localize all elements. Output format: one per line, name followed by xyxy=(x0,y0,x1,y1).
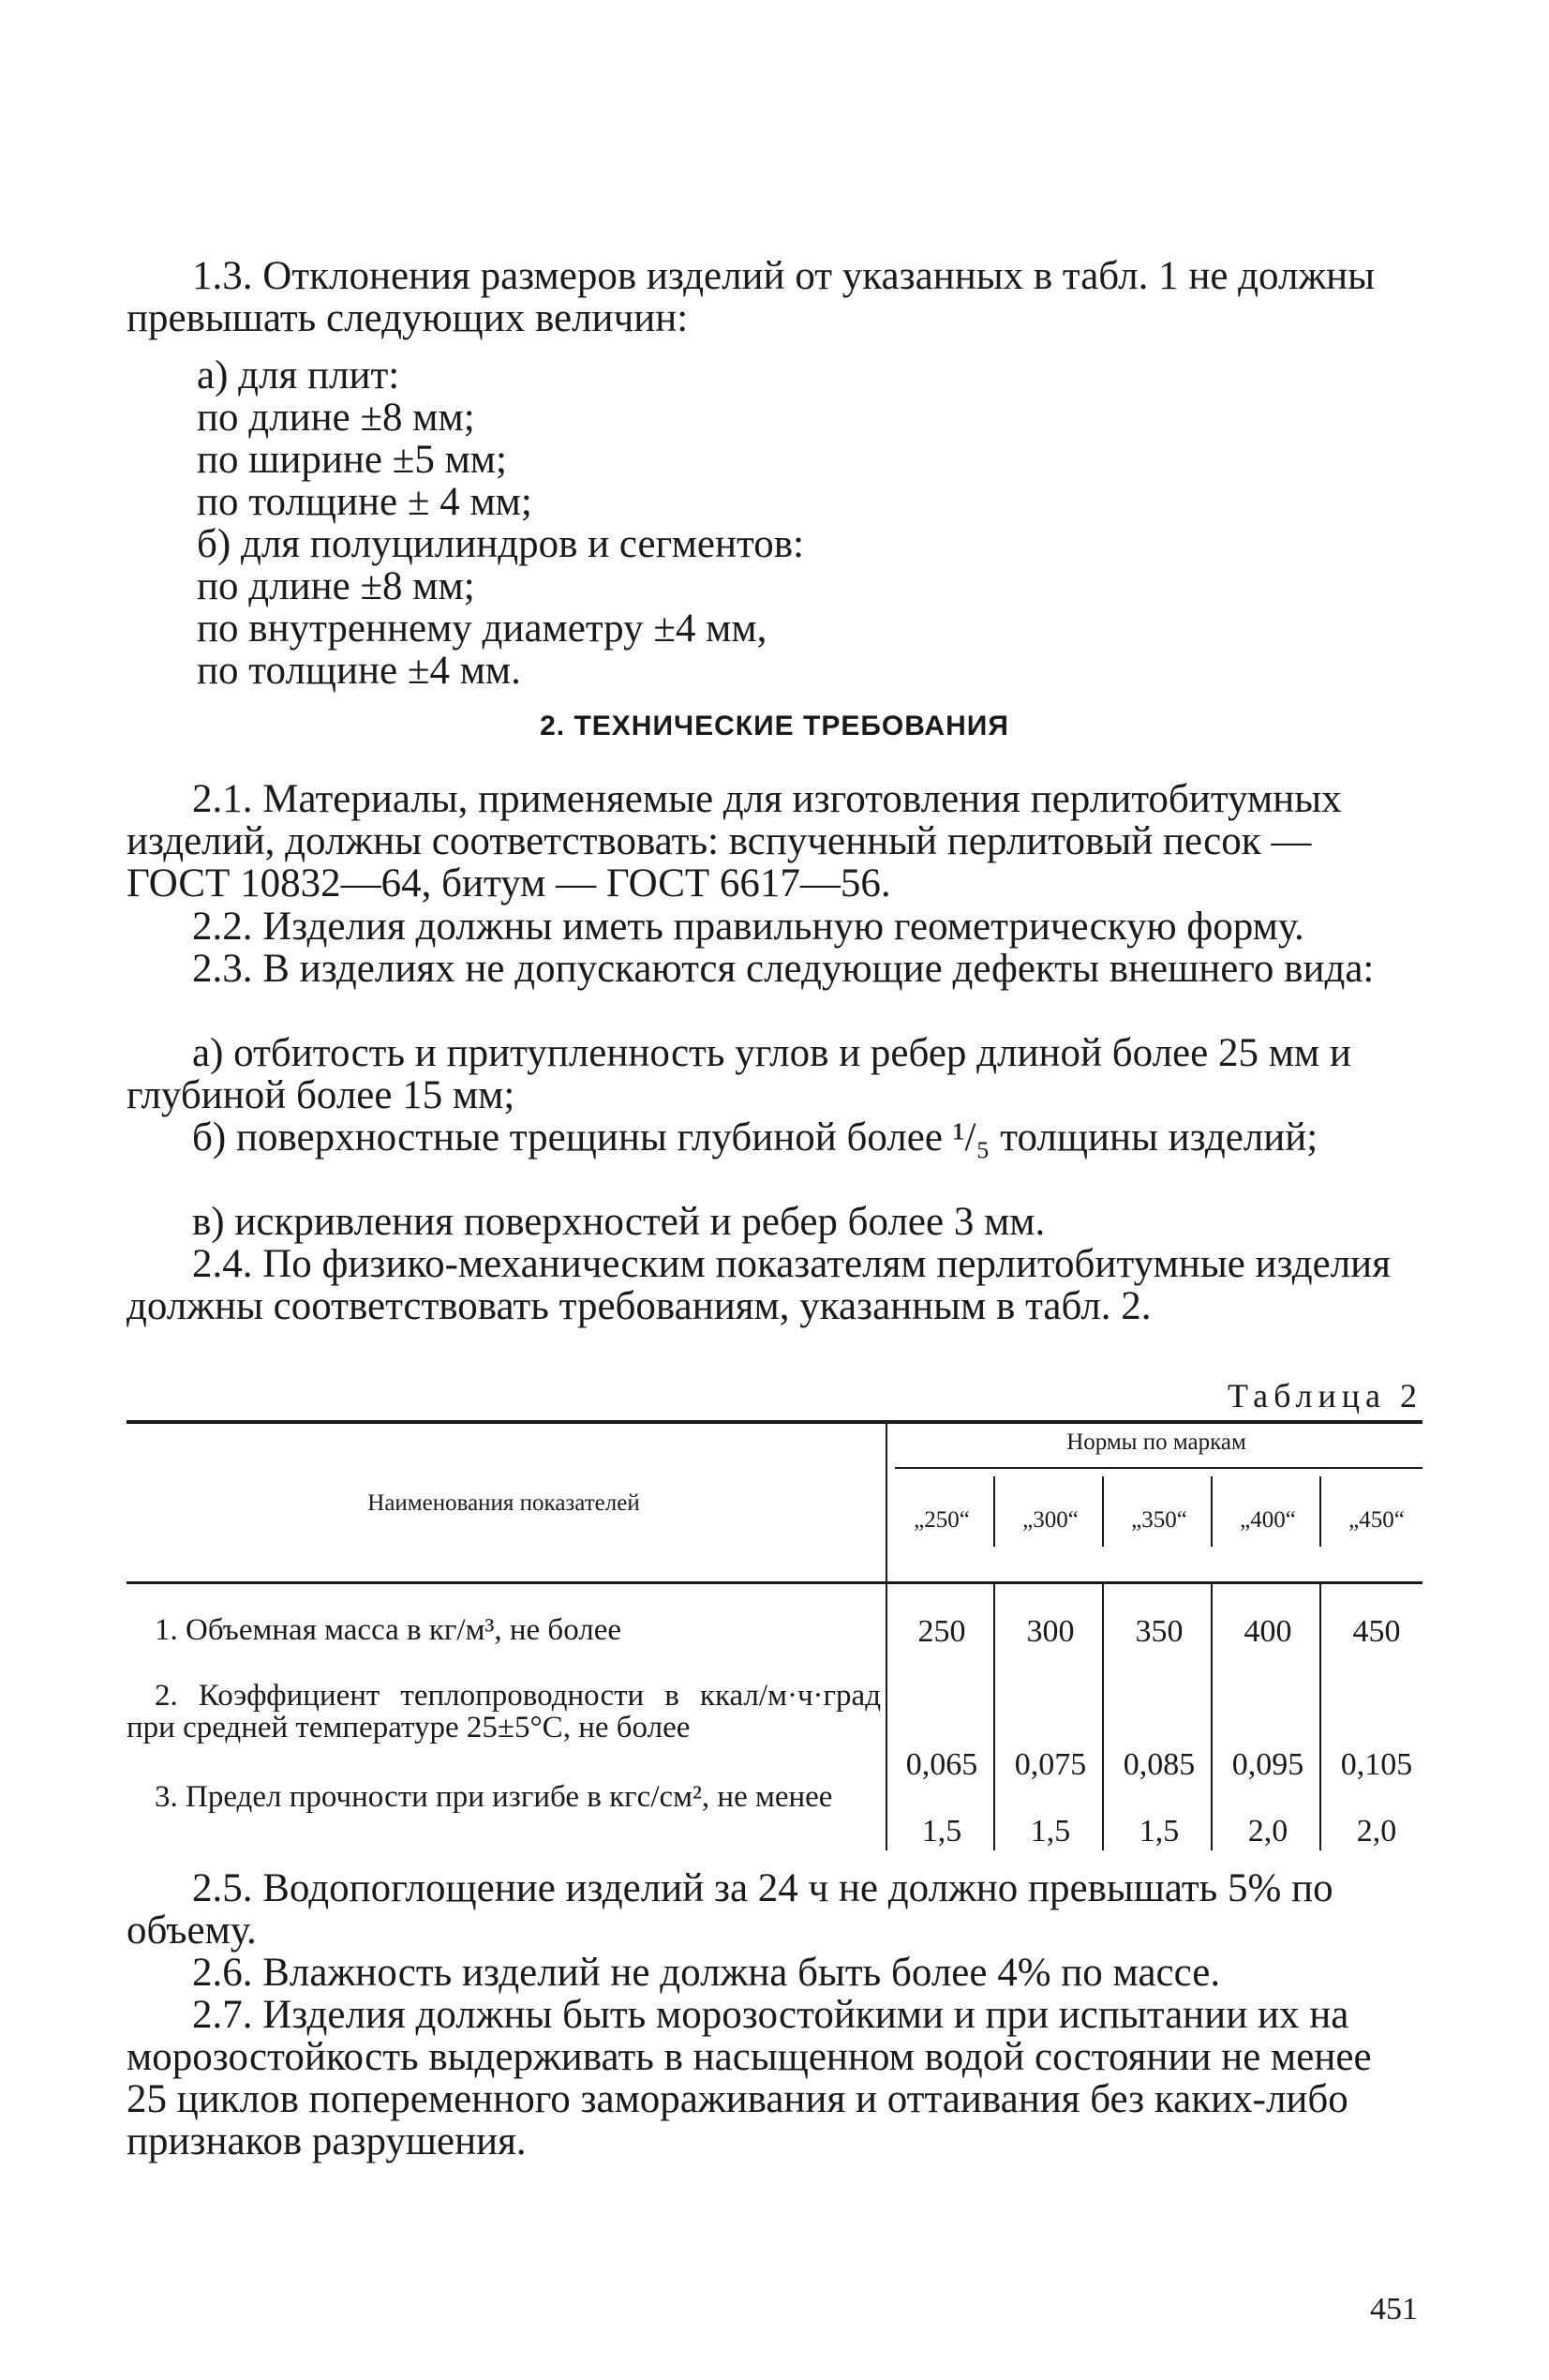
table-cell: 1,5 xyxy=(1030,1814,1071,1849)
list-item: а) для плит: xyxy=(197,353,400,397)
table-row-label: 2. Коэффициент теплопроводности в ккал/м·ч·град при средней температуре 25±5°С, не более xyxy=(127,1679,881,1744)
table-cell: 0,105 xyxy=(1340,1747,1413,1782)
mark-divider xyxy=(1102,1476,1104,1547)
mark-label: „300“ xyxy=(1022,1507,1079,1533)
list-item: по толщине ± 4 мм; xyxy=(197,480,532,524)
paragraph-2-3a: а) отбитость и притупленность углов и ребер длиной более 25 мм и глубиной более 15 мм; xyxy=(127,1031,1351,1117)
list-item: по ширине ±5 мм; xyxy=(197,438,507,482)
table-cell: 1,5 xyxy=(921,1814,962,1849)
table-cell: 1,5 xyxy=(1139,1814,1180,1849)
mark-divider xyxy=(993,1476,995,1547)
list-item: по внутреннему диаметру ±4 мм, xyxy=(197,606,767,651)
table-cell: 250 xyxy=(917,1614,966,1649)
table-row-label: 3. Предел прочности при изгибе в кгс/см², не менее xyxy=(155,1780,833,1814)
paragraph-2-4: 2.4. По физико-механическим показателям перлитобитумные изделия должны соответствовать требованиям, указанным в табл. 2. xyxy=(127,1242,1391,1328)
value-divider xyxy=(1211,1584,1213,1850)
table-cell: 450 xyxy=(1352,1614,1401,1649)
list-item: б) для полуцилиндров и сегментов: xyxy=(197,522,804,566)
paragraph-2-6: 2.6. Влажность изделий не должна быть более 4% по массе. xyxy=(192,1951,1221,1995)
paragraph-2-2: 2.2. Изделия должны иметь правильную геометрическую форму. xyxy=(192,905,1304,949)
table-caption: Таблица 2 xyxy=(1228,1377,1422,1415)
list-item: по толщине ±4 мм. xyxy=(197,649,521,693)
table-cell: 300 xyxy=(1026,1614,1075,1649)
page-number: 451 xyxy=(1370,2292,1418,2327)
mark-label: „450“ xyxy=(1348,1507,1405,1533)
paragraph-2-3c: в) искривления поверхностей и ребер более 3 мм. xyxy=(192,1200,1046,1244)
table-subheader-rule xyxy=(895,1467,1422,1469)
paragraph-2-3: 2.3. В изделиях не допускаются следующие дефекты внешнего вида: xyxy=(192,947,1375,991)
paragraph-2-7: 2.7. Изделия должны быть морозостойкими и при испытании их на морозостойкость выдерживать в насыщенном водой состоянии не менее 25 циклов попеременного замораживания и оттаивания без каких-либо признаков разрушения. xyxy=(127,1993,1372,2163)
column-header-names: Наименования показателей xyxy=(367,1490,640,1516)
mark-label: „400“ xyxy=(1240,1507,1296,1533)
paragraph-2-5: 2.5. Водопоглощение изделий за 24 ч не должно превышать 5% по объему. xyxy=(127,1866,1333,1953)
mark-divider xyxy=(1211,1476,1213,1547)
paragraph-2-1: 2.1. Материалы, применяемые для изготовления перлитобитумных изделий, должны соответствовать: вспученный перлитовый песок — ГОСТ 10832—64, битум — ГОСТ 6617—56. xyxy=(127,777,1342,906)
list-item: по длине ±8 мм; xyxy=(197,564,475,608)
value-divider xyxy=(993,1584,995,1850)
table-cell: 350 xyxy=(1135,1614,1184,1649)
tolerance-list xyxy=(197,354,1321,692)
value-divider xyxy=(1319,1584,1321,1850)
table-cell: 2,0 xyxy=(1356,1814,1397,1849)
value-divider xyxy=(1102,1584,1104,1850)
table-cell: 0,095 xyxy=(1231,1747,1304,1782)
mark-divider xyxy=(1319,1476,1321,1547)
mark-label: „250“ xyxy=(914,1507,970,1533)
table-cell: 0,065 xyxy=(905,1747,978,1782)
list-item: по длине ±8 мм; xyxy=(197,396,475,440)
paragraph-2-3b: б) поверхностные трещины глубиной более ¹/₅ толщины изделий; xyxy=(192,1115,1318,1160)
table-cell: 0,085 xyxy=(1123,1747,1196,1782)
paragraph-1-3: 1.3. Отклонения размеров изделий от указанных в табл. 1 не должны превышать следующих величин: xyxy=(127,254,1376,340)
table-cell: 2,0 xyxy=(1247,1814,1288,1849)
mark-label: „350“ xyxy=(1131,1507,1187,1533)
table-header-rule xyxy=(127,1581,1422,1584)
table-cell: 0,075 xyxy=(1014,1747,1087,1782)
section-heading: 2. ТЕХНИЧЕСКИЕ ТРЕБОВАНИЯ xyxy=(540,711,1009,741)
table-cell: 400 xyxy=(1244,1614,1292,1649)
table-row-label: 1. Объемная масса в кг/м³, не более xyxy=(155,1613,622,1647)
table-divider xyxy=(886,1424,887,1850)
table-top-rule xyxy=(127,1420,1422,1424)
column-header-marks: Нормы по маркам xyxy=(1066,1429,1246,1455)
